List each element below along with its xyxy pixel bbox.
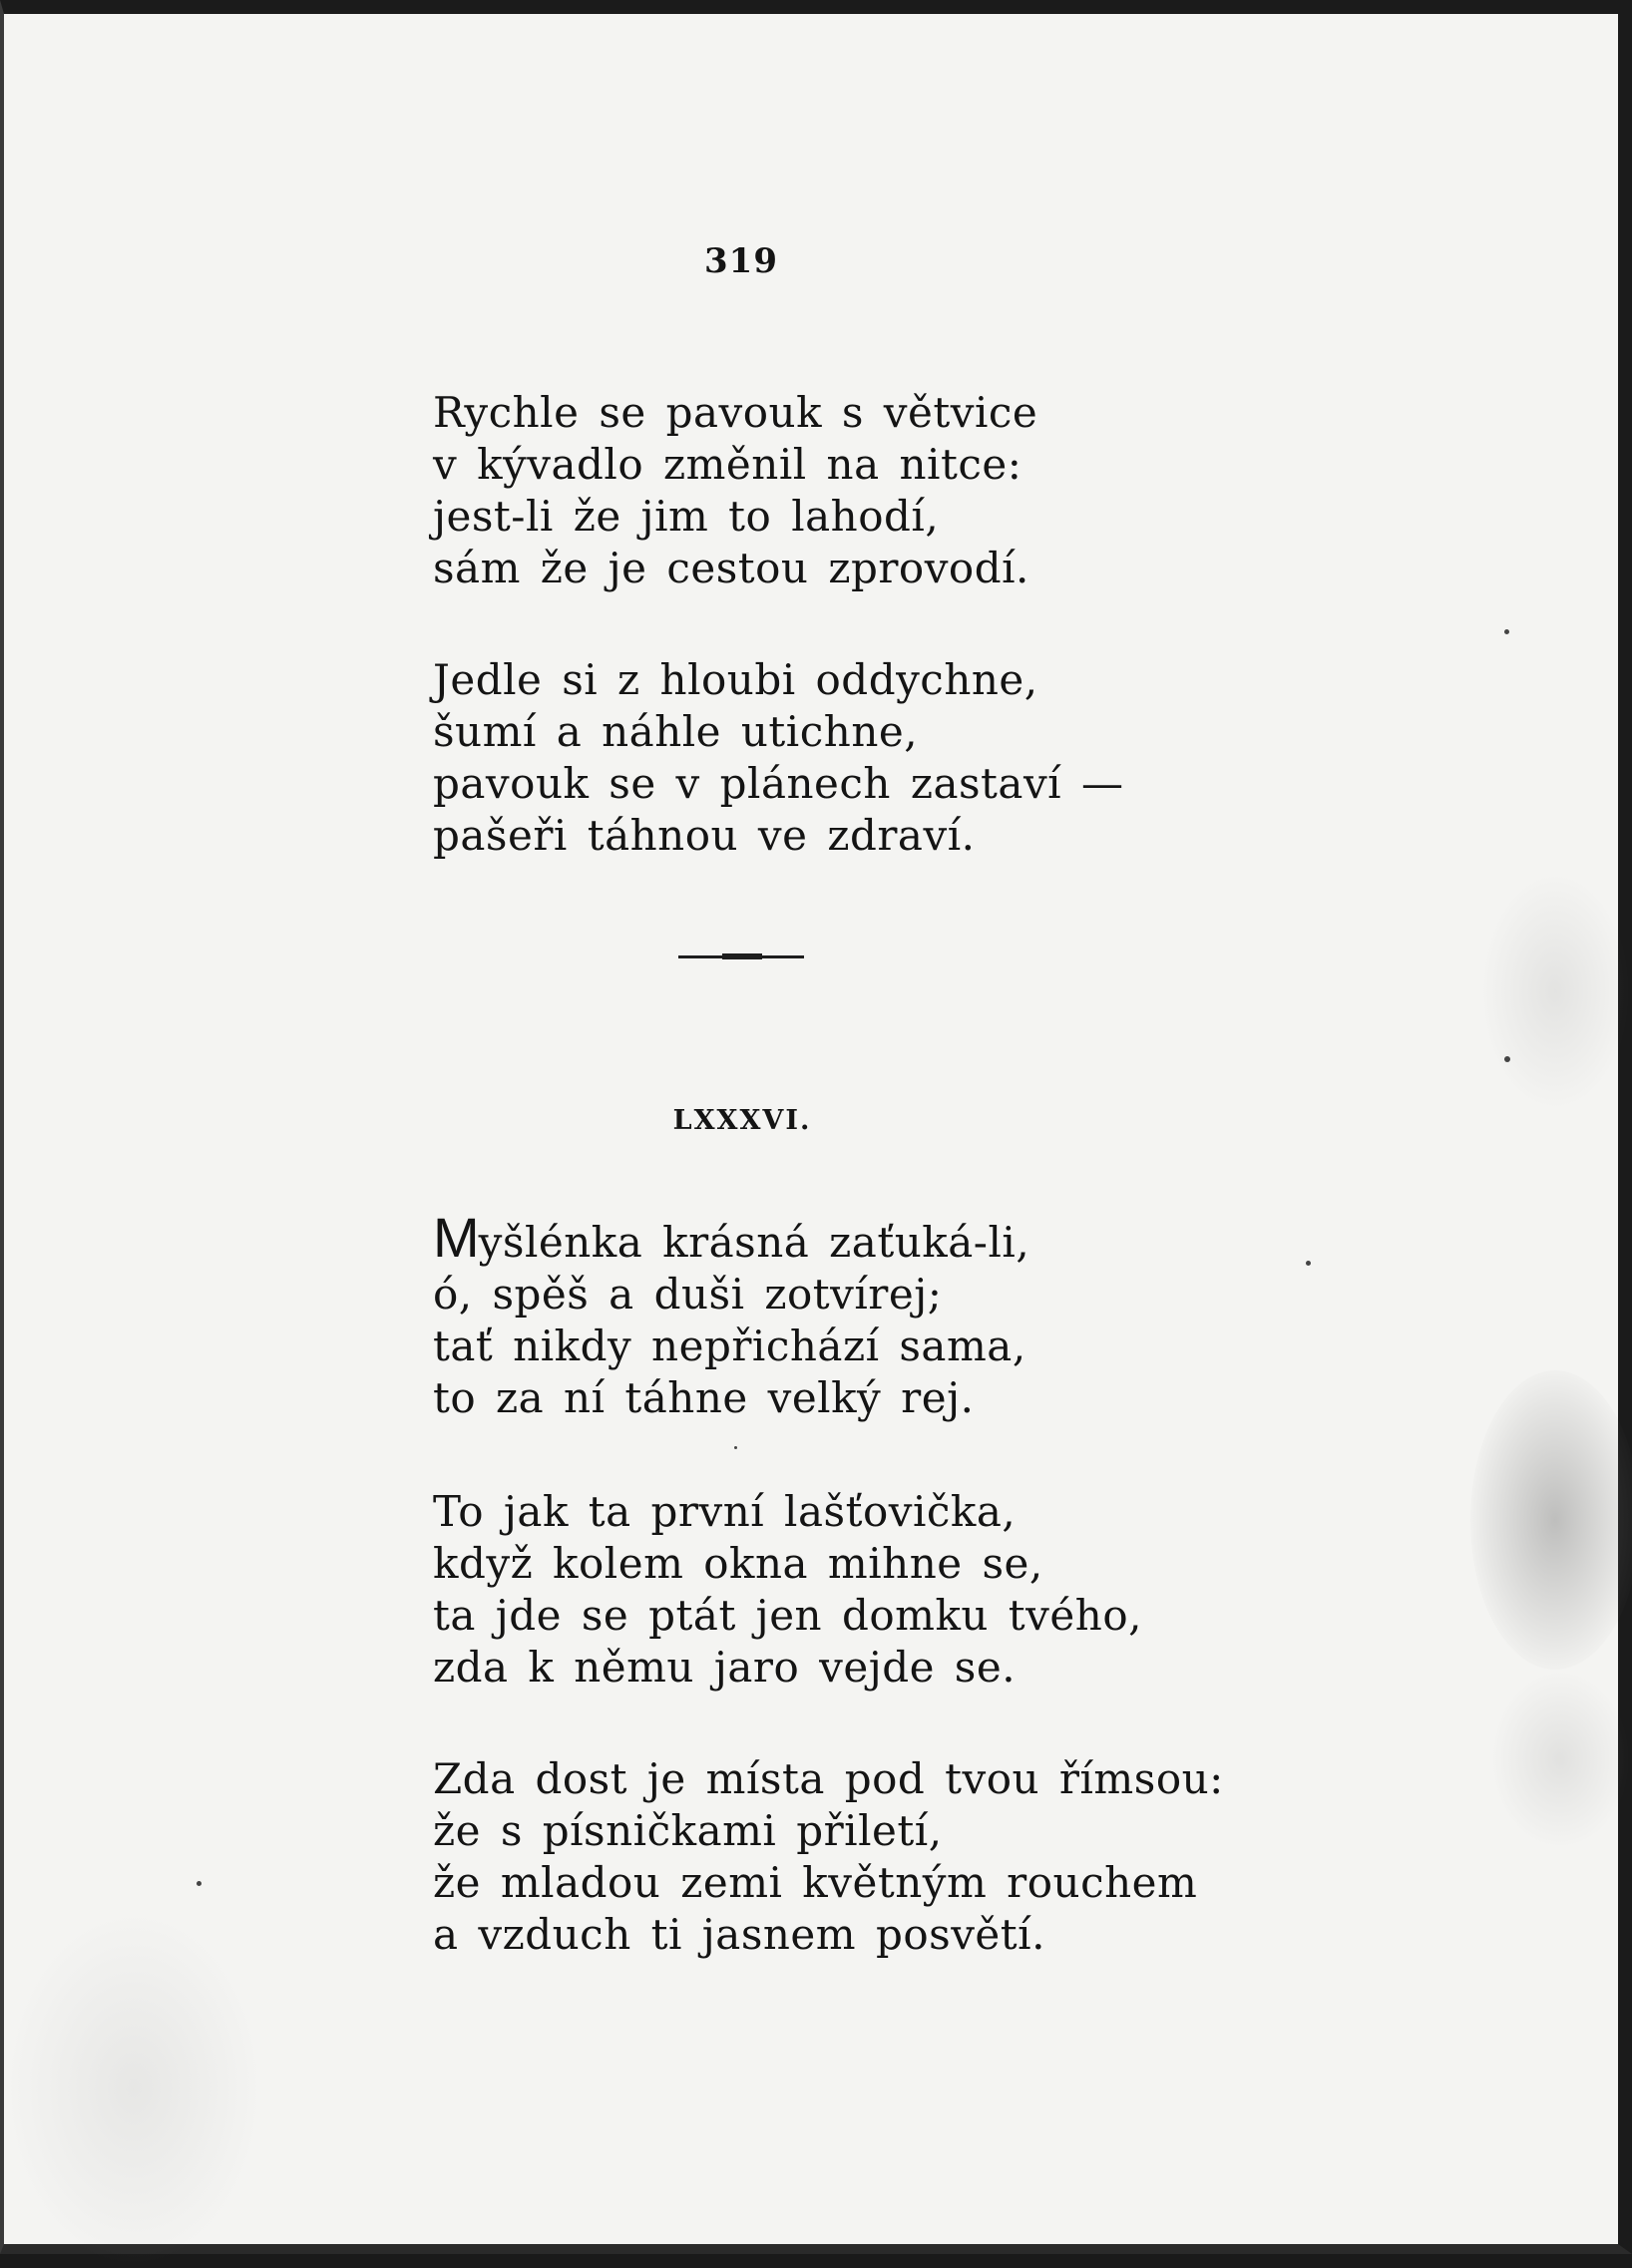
verse-line: a vzduch ti jasnem posvětí. (433, 1910, 1045, 1959)
verse-line: Jedle si z hloubi oddychne, (433, 655, 1038, 704)
dust-speck (1504, 629, 1509, 634)
verse-line: jest-li že jim to lahodí, (433, 492, 940, 541)
stanza (433, 654, 1123, 862)
stanza (433, 1206, 1030, 1424)
stanza (433, 387, 1037, 594)
verse-line: ta jde se ptát jen domku tvého, (433, 1591, 1142, 1640)
verse-line: sám že je cestou zprovodí. (433, 544, 1029, 592)
stanza (433, 1486, 1142, 1694)
section-separator (678, 955, 804, 958)
verse-line: pavouk se v plánech zastaví — (433, 759, 1124, 808)
dust-speck (734, 1446, 737, 1449)
verse-line-first (433, 1206, 1030, 1269)
dust-speck (1504, 1056, 1510, 1062)
verse-line: To jak ta první lašťovička, (433, 1487, 1017, 1536)
first-line-text: yšlénka krásná zaťuká-li, (478, 1218, 1030, 1267)
page-number: 319 (704, 241, 778, 281)
drop-cap: M (433, 1206, 479, 1269)
dust-speck (197, 1881, 202, 1886)
verse-line: tať nikdy nepřichází sama, (433, 1322, 1026, 1370)
verse-line: když kolem okna mihne se, (433, 1539, 1043, 1588)
stanza (433, 1753, 1224, 1961)
verse-line: to za ní táhne velký rej. (433, 1373, 975, 1422)
section-heading: LXXXVI. (672, 1105, 812, 1136)
dust-speck (1306, 1261, 1311, 1266)
verse-line: v kývadlo změnil na nitce: (433, 440, 1022, 489)
verse-line: že s písničkami přiletí, (433, 1806, 943, 1855)
verse-line: pašeři táhnou ve zdraví. (433, 811, 976, 860)
verse-line: šumí a náhle utichne, (433, 707, 919, 756)
verse-line: ó, spěš a duši zotvírej; (433, 1270, 943, 1319)
paper-stain (1480, 872, 1630, 1111)
verse-line: že mladou zemi květným rouchem (433, 1858, 1198, 1907)
verse-line: Zda dost je místa pod tvou římsou: (433, 1754, 1224, 1803)
verse-line: zda k němu jaro vejde se. (433, 1643, 1017, 1692)
paper-stain (1490, 1670, 1630, 1849)
paper-stain (4, 1909, 263, 2268)
verse-line: Rychle se pavouk s větvice (433, 388, 1038, 437)
paper-stain (1470, 1370, 1632, 1670)
